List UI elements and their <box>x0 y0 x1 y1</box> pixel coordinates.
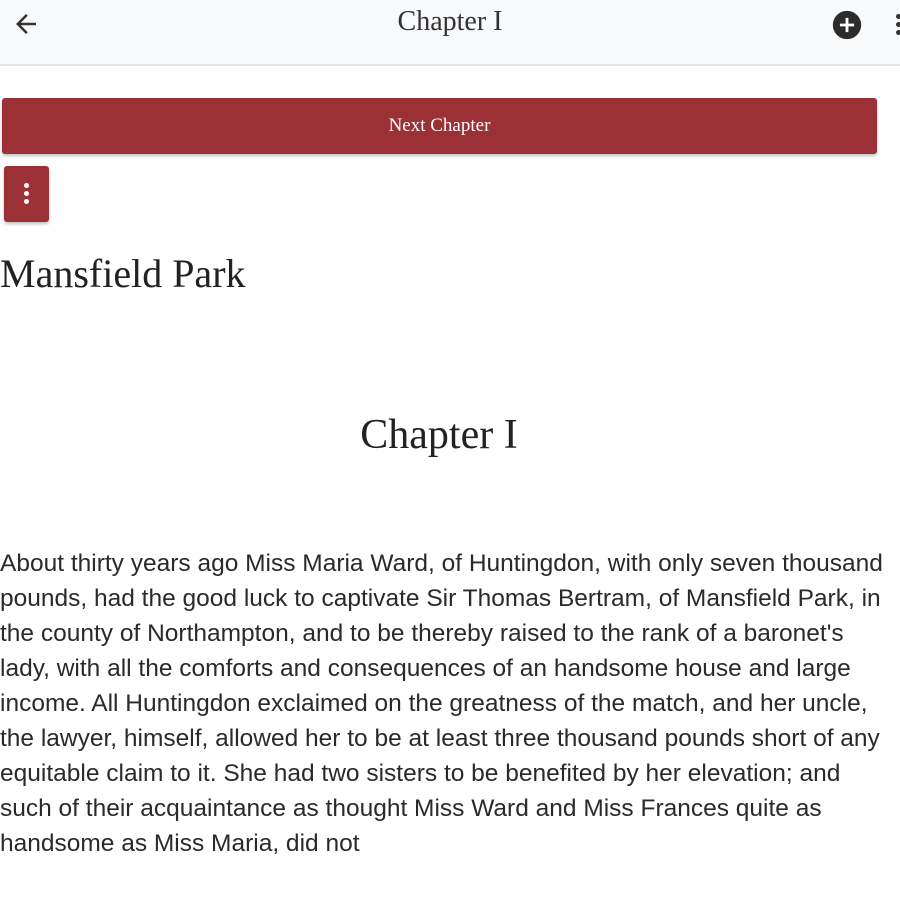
app-bar-title: Chapter I <box>397 6 503 37</box>
book-title: Mansfield Park <box>0 251 246 296</box>
chapter-menu-button[interactable] <box>4 166 49 222</box>
chapter-heading: Chapter I <box>360 412 518 458</box>
add-circle-icon <box>830 8 864 42</box>
chapter-text: About thirty years ago Miss Maria Ward, of Huntingdon, with only seven thousand pounds, had the good luck to captivate Sir Thomas Bertram, of Mansfield Park, in the county of Northampton, and to be thereby raised to the rank of a baronet's lady, with all the comforts and consequences of an handsome house and large income. All Huntingdon exclaimed on the greatness of the match, and her uncle, the lawyer, himself, allowed her to be at least three thousand pounds short of any equitable claim to it. She had two sisters to be benefited by her elevation; and such of their acquaintance as thought Miss Ward and Miss Frances quite as handsome as Miss Maria, did not <box>0 550 883 857</box>
add-button[interactable] <box>830 8 864 42</box>
overflow-menu-button[interactable] <box>888 8 900 42</box>
app-bar <box>0 0 900 66</box>
next-chapter-button[interactable]: Next Chapter <box>2 98 877 154</box>
